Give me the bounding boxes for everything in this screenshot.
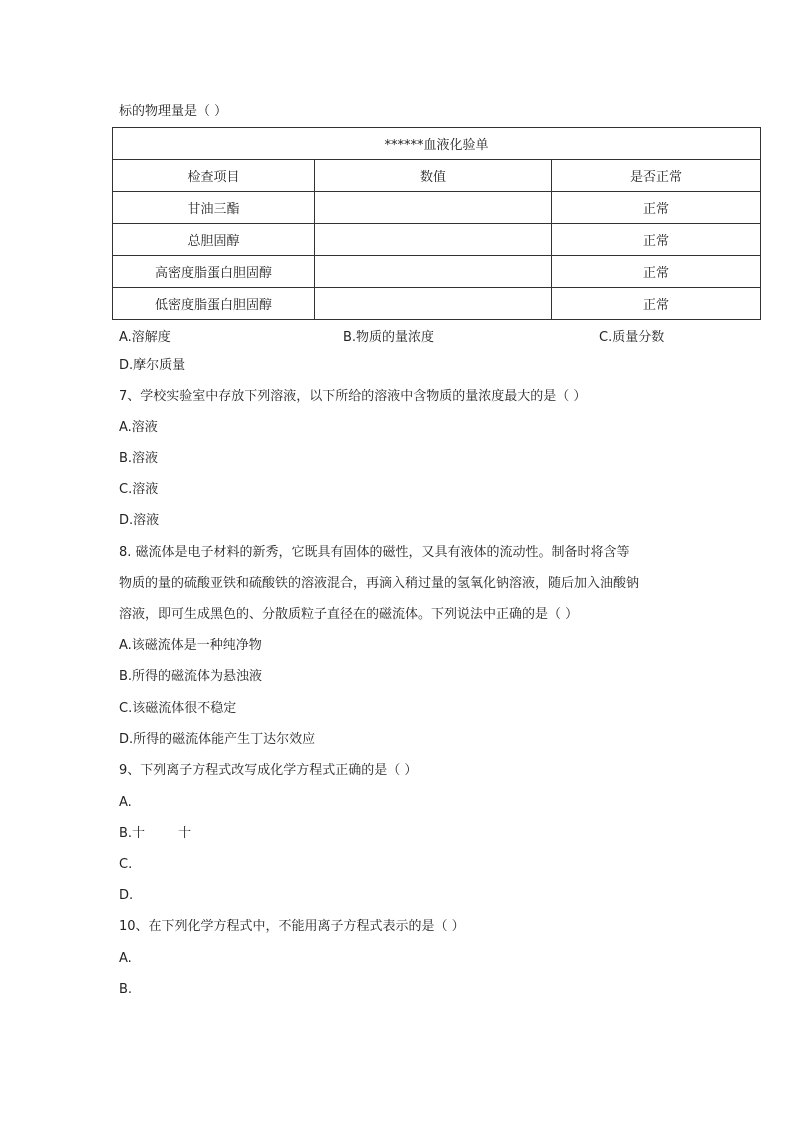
- table-header: 检查项目: [113, 160, 315, 192]
- table-header-row: [113, 160, 761, 192]
- table-cell: 正常: [552, 256, 761, 288]
- option-a: A.: [119, 951, 132, 966]
- table-cell: 正常: [552, 288, 761, 320]
- option-a: A.: [119, 795, 132, 810]
- table-row: [113, 192, 761, 224]
- question-7-stem: 7、学校实验室中存放下列溶液，以下所给的溶液中含物质的量浓度最大的是（ ）: [119, 389, 587, 404]
- blood-test-table: [112, 127, 761, 320]
- question-10-stem: 10、在下列化学方程式中，不能用离子方程式表示的是（ ）: [119, 919, 465, 934]
- table-cell: 高密度脂蛋白胆固醇: [113, 256, 315, 288]
- table-cell: [315, 288, 552, 320]
- table-cell: 甘油三酯: [113, 192, 315, 224]
- option-c: C.: [119, 857, 133, 872]
- table-row: [113, 224, 761, 256]
- table-cell: [315, 224, 552, 256]
- table-row: [113, 288, 761, 320]
- option-d: D.: [119, 888, 134, 903]
- option-c: C.溶液: [119, 482, 159, 497]
- table-cell: 正常: [552, 224, 761, 256]
- option-b: B.物质的量浓度: [343, 330, 435, 345]
- table-cell: [315, 192, 552, 224]
- table-header: 是否正常: [552, 160, 761, 192]
- table-cell: 低密度脂蛋白胆固醇: [113, 288, 315, 320]
- option-b: B.溶液: [119, 451, 159, 466]
- option-d: D.摩尔质量: [119, 358, 186, 373]
- question-8-stem-line: 8. 磁流体是电子材料的新秀，它既具有固体的磁性，又具有液体的流动性。制备时将含等: [119, 545, 630, 560]
- question-9-stem: 9、下列离子方程式改写成化学方程式正确的是（ ）: [119, 763, 418, 778]
- option-d: D.溶液: [119, 513, 160, 528]
- question-8-stem-line: 溶液，即可生成黑色的、分散质粒子直径在的磁流体。下列说法中正确的是（ ）: [119, 607, 579, 622]
- table-cell: [315, 256, 552, 288]
- question-6-stem-tail: 标的物理量是（ ）: [119, 104, 228, 119]
- question-8-stem-line: 物质的量的硫酸亚铁和硫酸铁的溶液混合，再滴入稍过量的氢氧化钠溶液，随后加入油酸钠: [119, 576, 640, 591]
- option-b: B.十 十: [119, 826, 192, 841]
- option-a: A.该磁流体是一种纯净物: [119, 638, 262, 653]
- option-c: C.该磁流体很不稳定: [119, 701, 237, 716]
- table-title: ******血液化验单: [113, 128, 761, 160]
- option-a: A.溶解度: [119, 330, 171, 345]
- table-header: 数值: [315, 160, 552, 192]
- option-b: B.所得的磁流体为悬浊液: [119, 669, 263, 684]
- table-cell: 总胆固醇: [113, 224, 315, 256]
- question-6-options: [119, 326, 739, 344]
- option-a: A.溶液: [119, 420, 158, 435]
- option-b: B.: [119, 982, 133, 997]
- option-d: D.所得的磁流体能产生丁达尔效应: [119, 732, 316, 747]
- table-cell: 正常: [552, 192, 761, 224]
- table-row: [113, 256, 761, 288]
- option-c: C.质量分数: [599, 330, 665, 345]
